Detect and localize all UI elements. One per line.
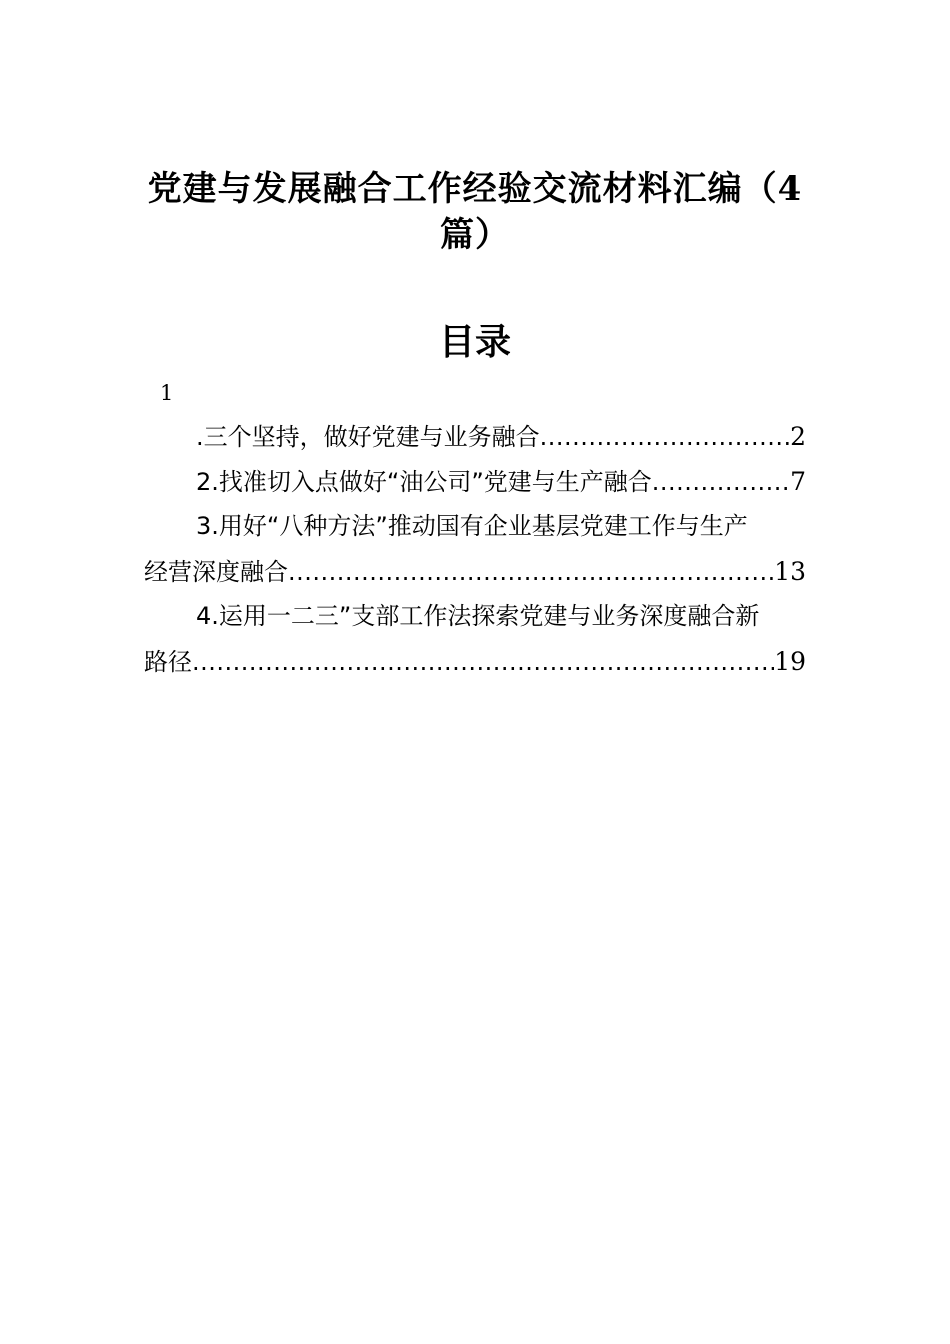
- toc-entry-2-page: 7: [790, 467, 806, 496]
- toc-entry-3-line-1: [144, 504, 806, 549]
- document-title-line-1: 党建与发展融合工作经验交流材料汇编（4: [147, 169, 803, 209]
- toc-entry-1-page: 2: [790, 422, 806, 451]
- toc-entry-3-line-2: [144, 549, 806, 594]
- toc-entry-4-line-2: [144, 639, 806, 684]
- stray-number: 1: [160, 381, 174, 405]
- toc-entry-4-title-part-2: 路径: [144, 648, 192, 676]
- toc-entry-2-title: 2.找准切入点做好“油公司”党建与生产融合: [196, 468, 652, 496]
- toc-leader-dots: [192, 640, 774, 684]
- toc-leader-dots: [540, 415, 790, 459]
- toc-entry-1-title: .三个坚持，做好党建与业务融合: [196, 423, 540, 451]
- toc-entry-3-title-part-1: 3.用好“八种方法”推动国有企业基层党建工作与生产: [196, 512, 748, 540]
- document-title-line-2: 篇）: [440, 215, 510, 255]
- toc-entry-4[interactable]: [144, 594, 806, 684]
- toc-leader-dots: [652, 460, 790, 504]
- toc-entry-3[interactable]: [144, 504, 806, 594]
- document-title: [140, 166, 810, 258]
- toc-entry-3-title-part-2: 经营深度融合: [144, 558, 288, 586]
- toc-entry-4-line-1: [144, 594, 806, 639]
- toc-entry-4-page: 19: [774, 647, 806, 676]
- table-of-contents: [144, 414, 806, 684]
- toc-entry-3-page: 13: [774, 557, 806, 586]
- toc-entry-2[interactable]: [144, 459, 806, 504]
- toc-entry-4-title-part-1: 4.运用一二三”支部工作法探索党建与业务深度融合新: [196, 602, 760, 630]
- toc-heading: 目录: [438, 321, 511, 363]
- toc-entry-1[interactable]: [144, 414, 806, 459]
- toc-leader-dots: [288, 550, 774, 594]
